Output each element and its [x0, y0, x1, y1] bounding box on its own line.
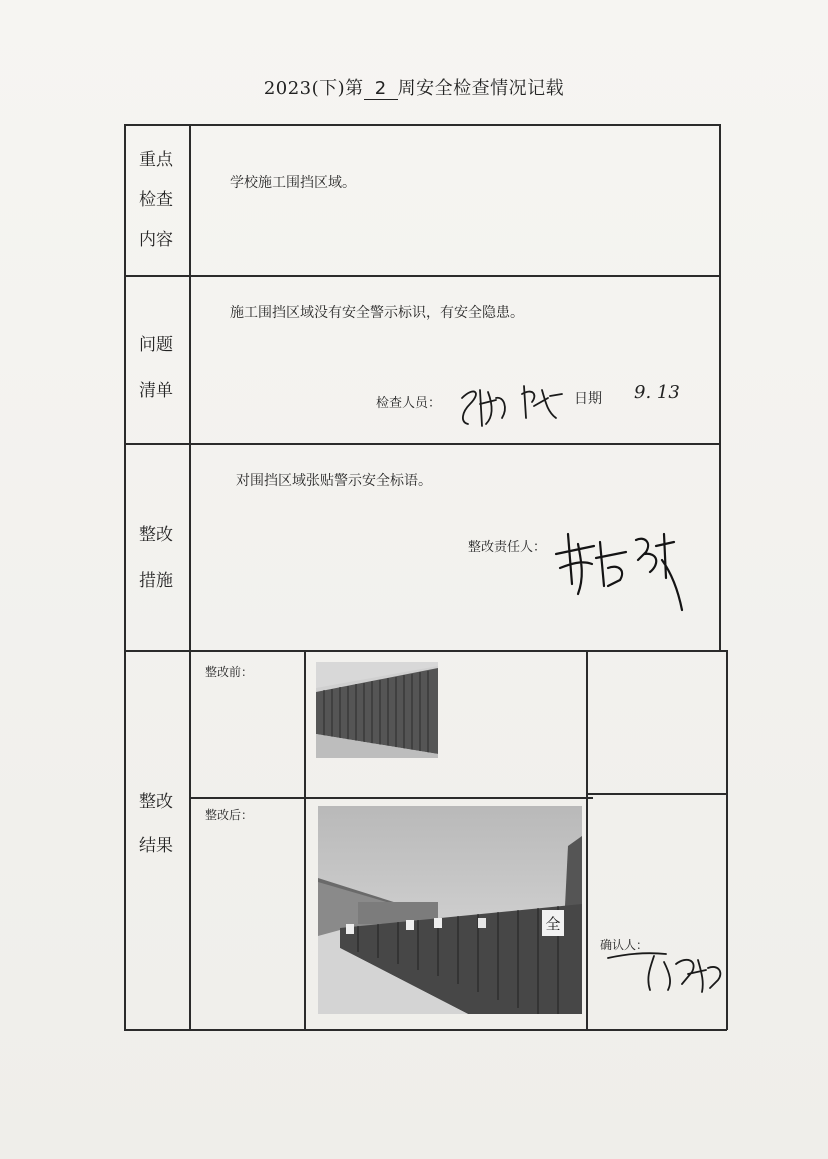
after-label: 整改后：: [205, 808, 254, 822]
title-suffix: 周安全检查情况记载: [397, 78, 565, 99]
measures-label-line-2: 措施: [139, 571, 173, 591]
week-number: 2: [364, 78, 398, 100]
table-top-border: [124, 124, 720, 126]
measures-label: [128, 512, 184, 604]
responsible-label: 整改责任人：: [468, 540, 547, 555]
result-column-divider-1: [304, 650, 306, 1030]
responsible-signature: [548, 524, 698, 614]
row-divider-3: [124, 650, 727, 652]
row-divider-2: [124, 443, 720, 445]
label-column-divider: [189, 124, 191, 1030]
title-prefix: 2023(下)第: [263, 78, 364, 99]
date-label: 日期: [574, 391, 602, 407]
measures-label-line-1: 整改: [139, 525, 173, 545]
row-divider-1: [124, 275, 720, 277]
focus-label-line-3: 内容: [139, 230, 173, 250]
result-column-divider-2: [586, 650, 588, 1030]
focus-content: 学校施工围挡区域。: [230, 175, 356, 191]
result-midline-right: [588, 793, 727, 795]
focus-label-line-1: 重点: [139, 150, 173, 170]
result-label: [128, 780, 184, 868]
before-photo-image: [316, 662, 438, 758]
measures-content: 对围挡区域张贴警示安全标语。: [236, 473, 432, 489]
table-right-border-upper: [719, 124, 721, 650]
inspector-signature: [452, 378, 572, 430]
after-photo-image: [318, 806, 582, 1014]
issues-label-line-2: 清单: [139, 381, 173, 401]
issues-label: [128, 322, 184, 414]
after-photo-sign: 全: [545, 915, 561, 933]
result-midline-left: [189, 797, 593, 799]
confirm-label: 确认人：: [600, 938, 649, 952]
focus-label: [128, 140, 184, 260]
result-label-line-2: 结果: [139, 836, 173, 856]
focus-label-line-2: 检查: [139, 190, 173, 210]
document-title: [0, 74, 828, 100]
result-label-line-1: 整改: [139, 792, 173, 812]
before-photo: [316, 662, 438, 758]
issues-label-line-1: 问题: [139, 335, 173, 355]
table-left-border: [124, 124, 126, 1030]
confirmer-signature: [606, 944, 736, 994]
table-bottom-border: [124, 1029, 727, 1031]
issues-content: 施工围挡区域没有安全警示标识，有安全隐患。: [230, 305, 524, 321]
date-value: 9. 13: [634, 382, 680, 403]
before-label: 整改前：: [205, 665, 254, 679]
after-photo: [318, 806, 582, 1014]
inspector-label: 检查人员：: [376, 396, 442, 411]
